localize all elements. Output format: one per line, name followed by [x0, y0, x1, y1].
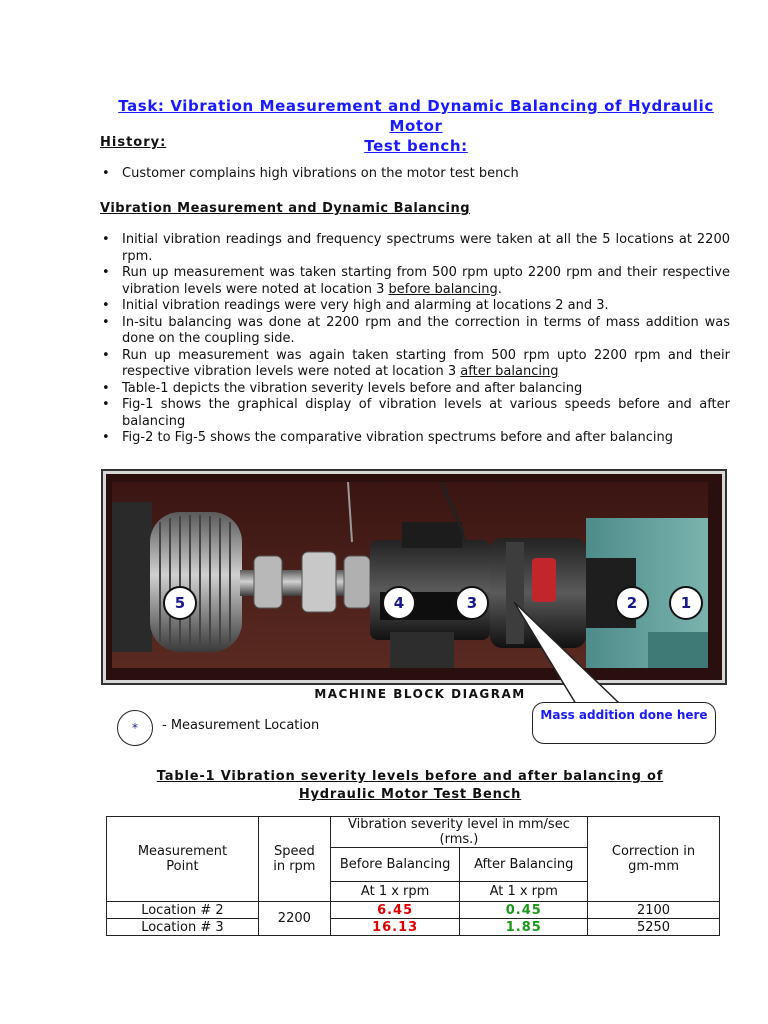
vibration-section-heading: Vibration Measurement and Dynamic Balancing [100, 201, 471, 216]
header-before-balancing: Before Balancing [330, 848, 460, 882]
bullet-text: Fig-2 to Fig-5 shows the comparative vibration spectrums before and after balancing [122, 430, 674, 445]
page-title [96, 96, 736, 156]
header-vibration-severity: Vibration severity level in mm/sec (rms.) [330, 817, 587, 848]
cell-point: Location # 2 [107, 902, 259, 919]
page-title-line1: Task: Vibration Measurement and Dynamic Balancing of Hydraulic Motor [118, 97, 714, 135]
history-heading: History: [100, 135, 167, 150]
bullet-text: Fig-1 shows the graphical display of vibration levels at various speeds before and after balancing [122, 397, 730, 429]
table-row [107, 919, 720, 936]
header-correction: Correction in gm-mm [588, 817, 720, 902]
cell-point: Location # 3 [107, 919, 259, 936]
measurement-marker-1: 1 [669, 586, 703, 620]
header-after-sub: At 1 x rpm [460, 882, 588, 902]
cell-before: 16.13 [330, 919, 460, 936]
measurement-marker-3: 3 [455, 586, 489, 620]
legend-location-text: - Measurement Location [162, 718, 320, 733]
header-after-balancing: After Balancing [460, 848, 588, 882]
legend-location-symbol: * [117, 710, 153, 746]
history-item: • Customer complains high vibrations on the motor test bench [100, 166, 730, 183]
vibration-bullet-list [100, 232, 730, 447]
cell-after: 0.45 [460, 902, 588, 919]
cell-speed: 2200 [258, 902, 330, 936]
bullet-item [100, 232, 730, 265]
bullet-text: Initial vibration readings and frequency spectrums were taken at all the 5 locations at 2200 rpm. [122, 232, 730, 264]
header-before-sub: At 1 x rpm [330, 882, 460, 902]
vibration-severity-table [106, 816, 720, 936]
cell-correction: 2100 [588, 902, 720, 919]
machine-diagram-label: MACHINE BLOCK DIAGRAM [314, 687, 526, 701]
bullet-item [100, 298, 730, 315]
bullet-item [100, 315, 730, 348]
bullet-item [100, 381, 730, 398]
bullet-item [100, 265, 730, 298]
bullet-item [100, 397, 730, 430]
table-title [110, 768, 710, 804]
page-title-line2: Test bench: [364, 137, 468, 155]
table-title-line1: Table-1 Vibration severity levels before and after balancing of [156, 769, 664, 784]
bullet-underlined-text: before balancing [388, 281, 498, 297]
measurement-marker-4: 4 [382, 586, 416, 620]
mass-addition-callout: Mass addition done here [532, 702, 716, 744]
bullet-text: Table-1 depicts the vibration severity levels before and after balancing [122, 380, 583, 396]
bullet-tail: . [497, 281, 502, 297]
cell-after: 1.85 [460, 919, 588, 936]
table-row [107, 902, 720, 919]
measurement-marker-2: 2 [615, 586, 649, 620]
bullet-text: Run up measurement was taken starting from 500 rpm upto 2200 rpm and their respective vibration levels were noted at location 3 [122, 265, 730, 297]
bullet-item [100, 348, 730, 381]
bullet-item [100, 430, 730, 447]
bullet-underlined-text: after balancing [460, 364, 559, 379]
bullet-text: Run up measurement was again taken starting from 500 rpm upto 2200 rpm and their respective vibration levels were noted at location 3 [122, 347, 730, 379]
header-measurement-point: Measurement Point [107, 817, 259, 902]
header-speed: Speed in rpm [258, 817, 330, 902]
cell-before: 6.45 [330, 902, 460, 919]
measurement-marker-5: 5 [163, 586, 197, 620]
cell-correction: 5250 [588, 919, 720, 936]
history-list [100, 166, 730, 183]
bullet-text: Initial vibration readings were very high and alarming at locations 2 and 3. [122, 298, 609, 313]
table-title-line2: Hydraulic Motor Test Bench [298, 787, 522, 802]
bullet-text: In-situ balancing was done at 2200 rpm and the correction in terms of mass addition was done on the coupling side. [122, 314, 730, 346]
